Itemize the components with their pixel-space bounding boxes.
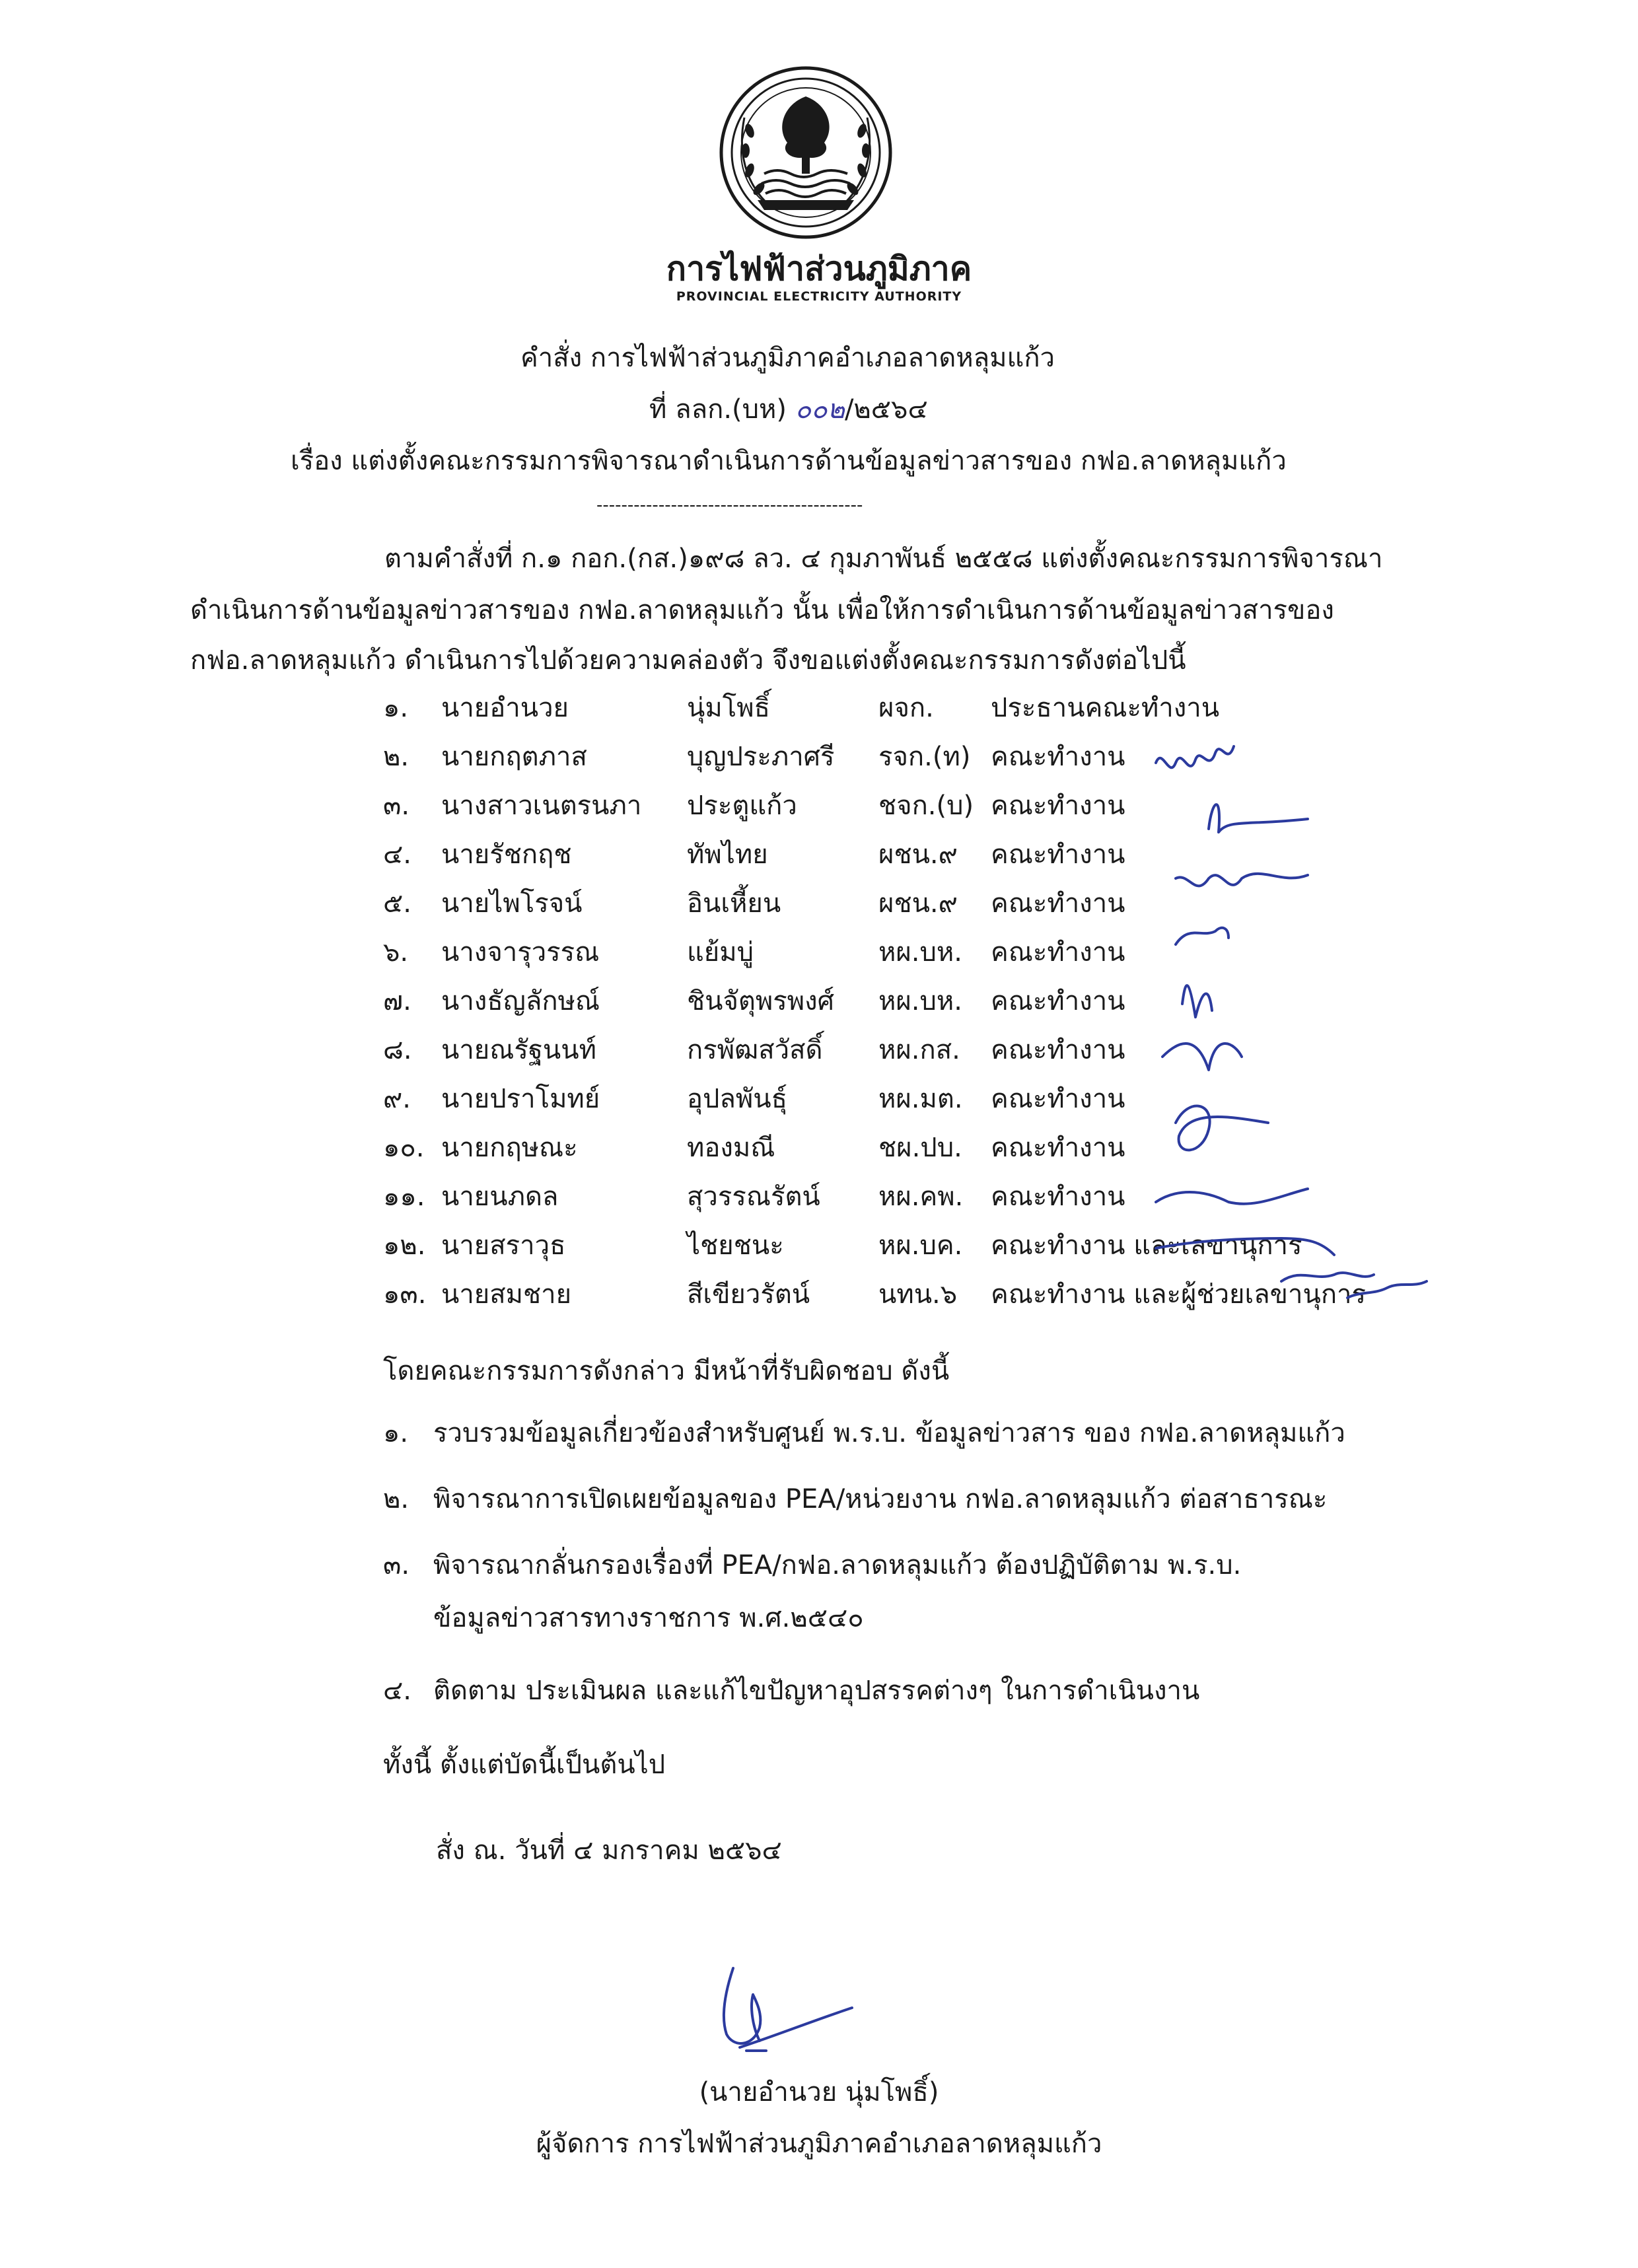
pea-seal-logo — [718, 65, 894, 240]
member-pos: หผ.บห. — [878, 986, 962, 1016]
member-first: นางจารุวรรณ — [441, 937, 600, 968]
member-no: ๗. — [383, 986, 411, 1016]
org-name-thai: การไฟฟ้าส่วนภูมิภาค — [666, 250, 972, 288]
member-no: ๒. — [383, 742, 410, 772]
member-first: นายไพโรจน์ — [441, 888, 583, 919]
duty-number: ๒. — [383, 1484, 410, 1514]
member-last: แย้มบู่ — [687, 937, 754, 968]
member-first: นายกฤตภาส — [441, 742, 587, 772]
member-pos: ผจก. — [878, 693, 934, 723]
member-first: นายปราโมทย์ — [441, 1084, 600, 1114]
order-title: คำสั่ง การไฟฟ้าส่วนภูมิภาคอำเภอลาดหลุมแก้ว — [520, 343, 1055, 373]
member-pos: ผชน.๙ — [878, 888, 958, 919]
order-number-handwritten: ๐๐๒ — [795, 394, 845, 425]
member-no: ๓. — [383, 791, 410, 821]
member-pos: หผ.บห. — [878, 937, 962, 968]
member-role: คณะทำงาน — [991, 937, 1125, 968]
member-last: อุปลพันธุ์ — [687, 1084, 788, 1114]
duty-text: พิจารณาการเปิดเผยข้อมูลของ PEA/หน่วยงาน กฟอ.ลาดหลุมแก้ว ต่อสาธารณะ — [433, 1484, 1328, 1514]
member-pos: หผ.กส. — [878, 1035, 960, 1065]
member-last: อินเหี้ยน — [687, 888, 781, 919]
member-last: ไชยชนะ — [687, 1230, 784, 1261]
member-last: ประตูแก้ว — [687, 791, 797, 821]
member-no: ๑๒. — [383, 1230, 426, 1261]
member-no: ๑. — [383, 693, 409, 723]
duties-heading: โดยคณะกรรมการดังกล่าว มีหน้าที่รับผิดชอบ ดังนี้ — [383, 1356, 950, 1386]
member-role: คณะทำงาน — [991, 1035, 1125, 1065]
member-first: นายณรัฐนนท์ — [441, 1035, 596, 1065]
member-role: ประธานคณะทำงาน — [991, 693, 1220, 723]
member-first: นายนภดล — [441, 1182, 559, 1212]
member-role: คณะทำงาน — [991, 1133, 1125, 1163]
duty-text-continued: ข้อมูลข่าวสารทางราชการ พ.ศ.๒๕๔๐ — [433, 1603, 864, 1633]
order-subject: เรื่อง แต่งตั้งคณะกรรมการพิจารณาดำเนินการด้านข้อมูลข่าวสารของ กฟอ.ลาดหลุมแก้ว — [291, 446, 1287, 476]
effective-statement: ทั้งนี้ ตั้งแต่บัดนี้เป็นต้นไป — [383, 1750, 666, 1780]
member-no: ๑๐. — [383, 1133, 425, 1163]
member-role: คณะทำงาน — [991, 791, 1125, 821]
member-last: บุญประภาศรี — [687, 742, 835, 772]
member-pos: ผชน.๙ — [878, 839, 958, 870]
member-last: ชินจัตุพรพงศ์ — [687, 986, 835, 1016]
manager-signature — [700, 1948, 859, 2061]
member-pos: ชจก.(บ) — [878, 791, 974, 821]
org-name-english: PROVINCIAL ELECTRICITY AUTHORITY — [676, 289, 962, 304]
member-last: สุวรรณรัตน์ — [687, 1182, 820, 1212]
order-date: สั่ง ณ. วันที่ ๔ มกราคม ๒๕๖๔ — [436, 1835, 782, 1866]
member-first: นางธัญลักษณ์ — [441, 986, 600, 1016]
member-role: คณะทำงาน — [991, 742, 1125, 772]
member-pos: ชผ.ปบ. — [878, 1133, 962, 1163]
order-number-suffix: /๒๕๖๔ — [844, 394, 928, 425]
duty-number: ๔. — [383, 1676, 411, 1706]
member-pos: หผ.มต. — [878, 1084, 963, 1114]
member-no: ๑๑. — [383, 1182, 425, 1212]
member-last: สีเขียวรัตน์ — [687, 1279, 810, 1310]
order-number-prefix: ที่ ลลก.(บห) — [649, 394, 795, 425]
duty-text: ติดตาม ประเมินผล และแก้ไขปัญหาอุปสรรคต่างๆ ในการดำเนินงาน — [433, 1676, 1200, 1706]
member-role: คณะทำงาน — [991, 1182, 1125, 1212]
order-number — [649, 396, 928, 423]
member-first: นายอำนวย — [441, 693, 569, 723]
member-no: ๑๓. — [383, 1279, 427, 1310]
member-no: ๘. — [383, 1035, 412, 1065]
member-no: ๔. — [383, 839, 411, 870]
member-role: คณะทำงาน — [991, 839, 1125, 870]
member-pos: รจก.(ท) — [878, 742, 971, 772]
member-role: คณะทำงาน — [991, 986, 1125, 1016]
duty-number: ๓. — [383, 1550, 410, 1580]
duty-text: พิจารณากลั่นกรองเรื่องที่ PEA/กฟอ.ลาดหลุมแก้ว ต้องปฏิบัติตาม พ.ร.บ. — [433, 1550, 1242, 1580]
member-pos: หผ.คพ. — [878, 1182, 964, 1212]
intro-line-1: ตามคำสั่งที่ ก.๑ กอก.(กส.)๑๙๘ ลว. ๔ กุมภาพันธ์ ๒๕๕๘ แต่งตั้งคณะกรรมการพิจารณา — [384, 544, 1383, 574]
member-role: คณะทำงาน และเลขานุการ — [991, 1230, 1302, 1261]
member-pos: หผ.บค. — [878, 1230, 963, 1261]
committee-signatures — [1149, 700, 1479, 1308]
signatory-title: ผู้จัดการ การไฟฟ้าส่วนภูมิภาคอำเภอลาดหลุมแก้ว — [536, 2129, 1102, 2159]
intro-line-2: ดำเนินการด้านข้อมูลข่าวสารของ กฟอ.ลาดหลุมแก้ว นั้น เพื่อให้การดำเนินการด้านข้อมูลข่าวสารของ — [190, 595, 1334, 625]
member-no: ๕. — [383, 888, 411, 919]
member-first: นางสาวเนตรนภา — [441, 791, 642, 821]
duty-number: ๑. — [383, 1418, 409, 1448]
member-first: นายสมชาย — [441, 1279, 572, 1310]
member-last: นุ่มโพธิ์ — [687, 693, 770, 723]
divider-line: ------------------------------------------- — [596, 495, 863, 515]
member-role: คณะทำงาน และผู้ช่วยเลขานุการ — [991, 1279, 1366, 1310]
member-role: คณะทำงาน — [991, 888, 1125, 919]
member-last: กรพัฒสวัสดิ์ — [687, 1035, 823, 1065]
member-last: ทองมณี — [687, 1133, 775, 1163]
intro-line-3: กฟอ.ลาดหลุมแก้ว ดำเนินการไปด้วยความคล่องตัว จึงขอแต่งตั้งคณะกรรมการดังต่อไปนี้ — [190, 645, 1186, 676]
member-no: ๙. — [383, 1084, 411, 1114]
member-last: ทัพไทย — [687, 839, 768, 870]
member-pos: นทน.๖ — [878, 1279, 958, 1310]
member-role: คณะทำงาน — [991, 1084, 1125, 1114]
duty-text: รวบรวมข้อมูลเกี่ยวข้องสำหรับศูนย์ พ.ร.บ. ข้อมูลข่าวสาร ของ กฟอ.ลาดหลุมแก้ว — [433, 1418, 1345, 1448]
member-first: นายรัชกฤช — [441, 839, 572, 870]
member-first: นายกฤษณะ — [441, 1133, 578, 1163]
signatory-name: (นายอำนวย นุ่มโพธิ์) — [699, 2077, 939, 2108]
member-first: นายสราวุธ — [441, 1230, 566, 1261]
member-no: ๖. — [383, 937, 409, 968]
